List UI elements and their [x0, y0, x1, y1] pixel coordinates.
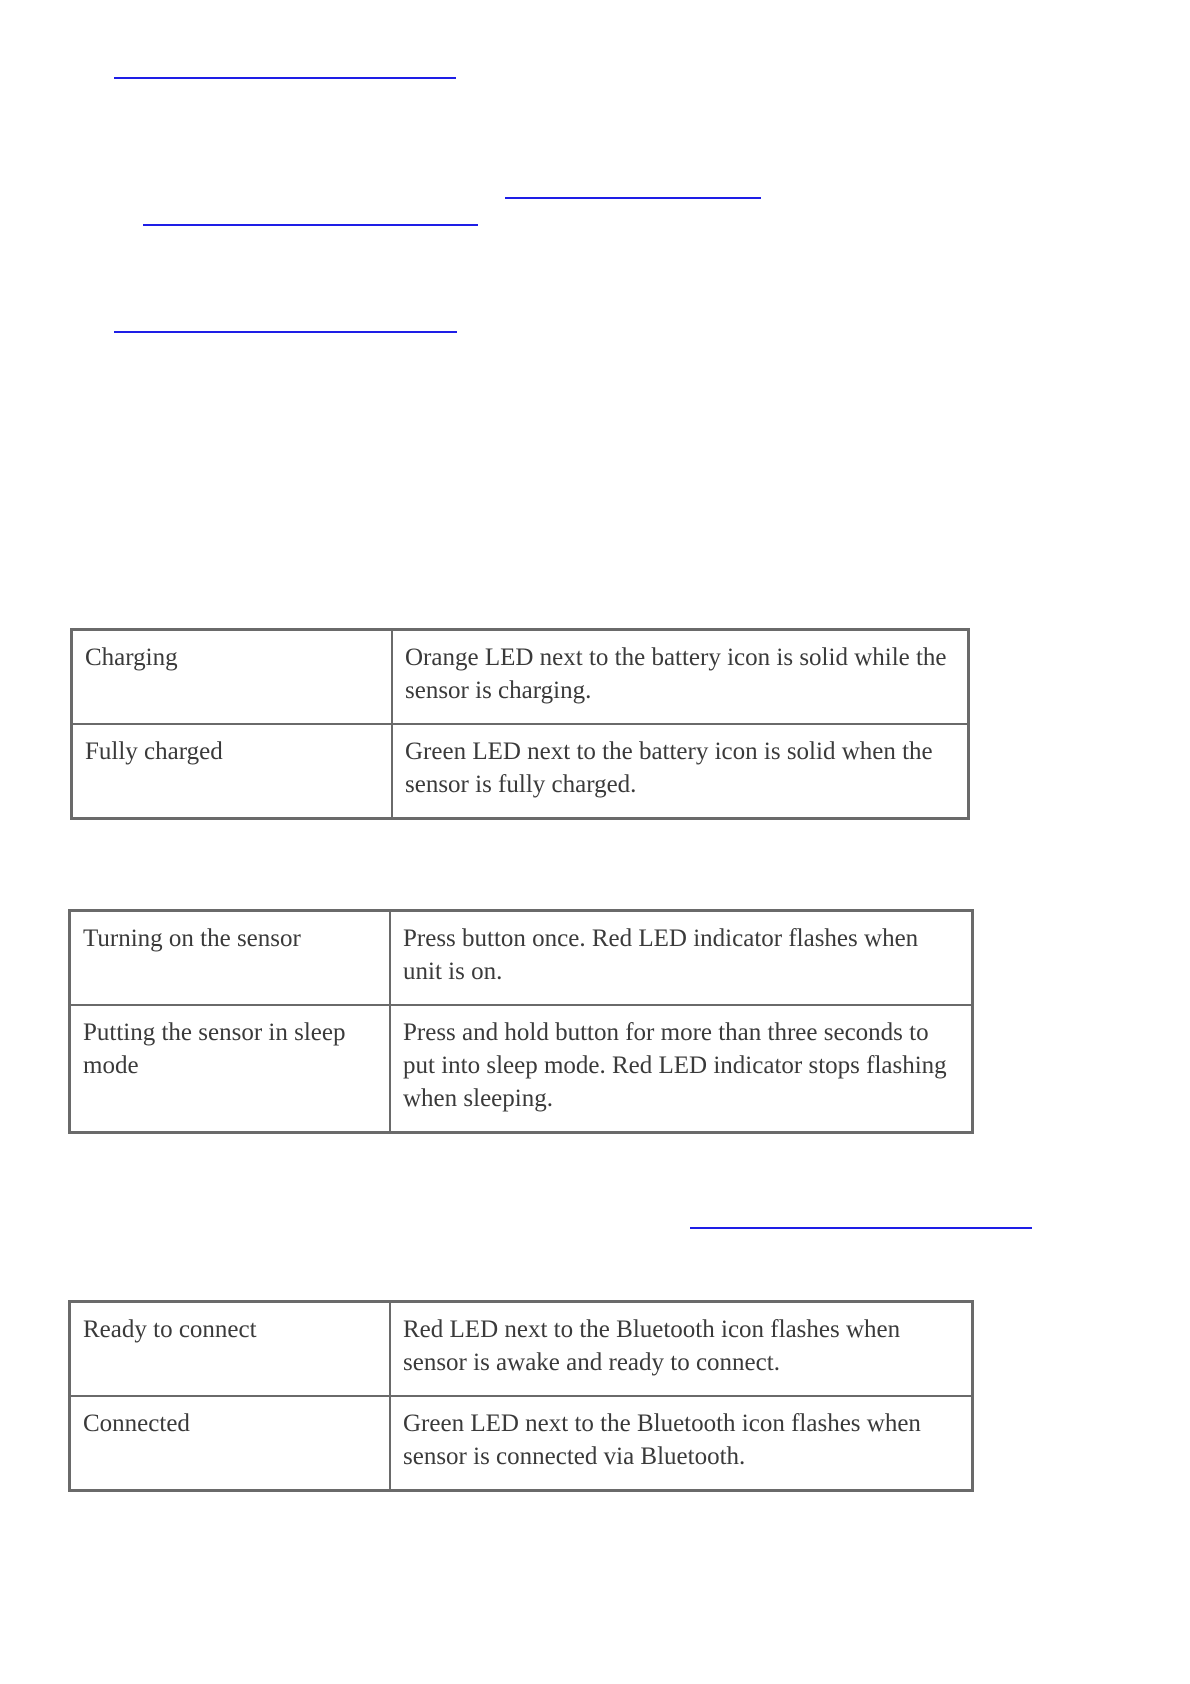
power-button-table	[68, 909, 974, 1134]
bluetooth-status-table	[68, 1300, 974, 1492]
state-cell: Ready to connect	[70, 1302, 391, 1397]
table-row	[70, 1396, 973, 1491]
description-cell: Press and hold button for more than three seconds to put into sleep mode. Red LED indicator stops flashing when sleeping.	[390, 1005, 973, 1133]
table-row	[70, 1005, 973, 1133]
description-cell: Press button once. Red LED indicator flashes when unit is on.	[390, 911, 973, 1006]
state-cell: Putting the sensor in sleep mode	[70, 1005, 391, 1133]
link-underline-1[interactable]	[114, 77, 456, 79]
link-underline-4[interactable]	[114, 331, 457, 333]
state-cell: Charging	[72, 630, 393, 725]
link-underline-2[interactable]	[505, 197, 761, 199]
link-underline-3[interactable]	[143, 224, 478, 226]
table-row	[70, 1302, 973, 1397]
state-cell: Connected	[70, 1396, 391, 1491]
battery-charging-table	[70, 628, 970, 820]
table-row	[72, 724, 969, 819]
description-cell: Orange LED next to the battery icon is solid while the sensor is charging.	[392, 630, 969, 725]
table-row	[72, 630, 969, 725]
state-cell: Fully charged	[72, 724, 393, 819]
state-cell: Turning on the sensor	[70, 911, 391, 1006]
description-cell: Green LED next to the Bluetooth icon flashes when sensor is connected via Bluetooth.	[390, 1396, 973, 1491]
description-cell: Green LED next to the battery icon is solid when the sensor is fully charged.	[392, 724, 969, 819]
description-cell: Red LED next to the Bluetooth icon flashes when sensor is awake and ready to connect.	[390, 1302, 973, 1397]
table-row	[70, 911, 973, 1006]
link-underline-5[interactable]	[690, 1227, 1032, 1229]
